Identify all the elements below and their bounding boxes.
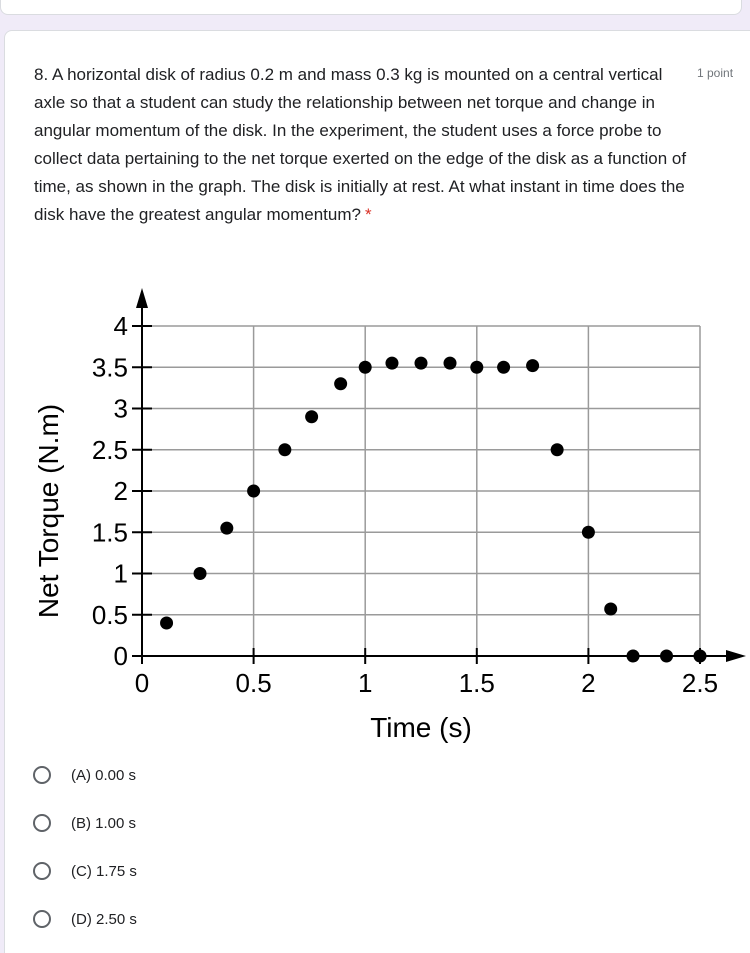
data-point bbox=[220, 522, 233, 535]
y-tick-label: 4 bbox=[113, 311, 128, 341]
y-tick-label: 0 bbox=[113, 641, 128, 671]
question-text bbox=[34, 61, 694, 229]
radio-button[interactable] bbox=[33, 814, 51, 832]
data-point bbox=[359, 361, 372, 374]
option-label: (B) 1.00 s bbox=[71, 814, 137, 832]
x-tick-label: 1.5 bbox=[458, 668, 495, 698]
x-tick-label: 2 bbox=[581, 668, 596, 698]
x-tick-label: 2.5 bbox=[681, 668, 719, 698]
y-tick-label: 1 bbox=[113, 558, 128, 589]
y-tick-label: 2.5 bbox=[91, 434, 128, 465]
y-tick-label: 3 bbox=[113, 393, 128, 424]
data-point bbox=[194, 567, 207, 580]
y-tick-label: 0.5 bbox=[91, 599, 128, 630]
data-point bbox=[694, 650, 707, 663]
data-point bbox=[334, 377, 347, 390]
points-label: 1 point bbox=[697, 66, 734, 80]
radio-button[interactable] bbox=[33, 910, 51, 928]
data-point bbox=[604, 602, 617, 615]
required-marker: * bbox=[364, 205, 372, 224]
x-tick-label: 1 bbox=[357, 668, 373, 698]
data-point bbox=[444, 357, 457, 370]
question-card bbox=[4, 30, 750, 953]
y-tick-label: 3.5 bbox=[91, 352, 128, 383]
option-d[interactable] bbox=[33, 895, 433, 943]
x-tick-label: 0.5 bbox=[235, 668, 272, 698]
x-axis-arrow bbox=[726, 650, 746, 662]
data-point bbox=[582, 526, 595, 539]
y-tick-label: 2 bbox=[113, 476, 128, 506]
option-label: (D) 2.50 s bbox=[71, 910, 137, 928]
previous-question-card bbox=[0, 0, 742, 15]
data-point bbox=[160, 617, 173, 630]
option-label: (C) 1.75 s bbox=[71, 862, 137, 880]
torque-chart bbox=[30, 286, 750, 776]
data-point bbox=[660, 650, 673, 663]
data-point bbox=[526, 359, 539, 372]
option-label: (A) 0.00 s bbox=[71, 766, 137, 784]
radio-button[interactable] bbox=[33, 766, 51, 784]
data-point bbox=[247, 485, 260, 498]
option-b[interactable] bbox=[33, 799, 433, 847]
option-c[interactable] bbox=[33, 847, 433, 895]
question-body: 8. A horizontal disk of radius 0.2 m and mass 0.3 kg is mounted on a central vertical axle so that a student can study the relationship between net torque and change in angular momentum of the disk. In the experiment, the student uses a force probe to collect data pertaining to the net torque exerted on the edge of the disk as a function of time, as shown in the graph. The disk is initially at rest. At what instant in time does the disk have the greatest angular momentum? bbox=[34, 65, 687, 224]
data-point bbox=[385, 357, 398, 370]
data-point bbox=[278, 443, 291, 456]
data-point bbox=[415, 357, 428, 370]
y-axis-arrow bbox=[136, 288, 148, 308]
torque-chart-svg bbox=[30, 286, 750, 776]
x-tick-label: 0 bbox=[134, 668, 150, 698]
data-point bbox=[305, 410, 318, 423]
data-point bbox=[627, 650, 640, 663]
data-point bbox=[551, 443, 564, 456]
radio-button[interactable] bbox=[33, 862, 51, 880]
data-point bbox=[470, 361, 483, 374]
y-tick-label: 1.5 bbox=[91, 517, 128, 548]
data-point bbox=[497, 361, 510, 374]
y-axis-title: Net Torque (N.m) bbox=[33, 403, 64, 619]
option-a[interactable] bbox=[33, 751, 433, 799]
x-axis-title: Time (s) bbox=[370, 712, 472, 743]
answer-options bbox=[33, 751, 433, 943]
